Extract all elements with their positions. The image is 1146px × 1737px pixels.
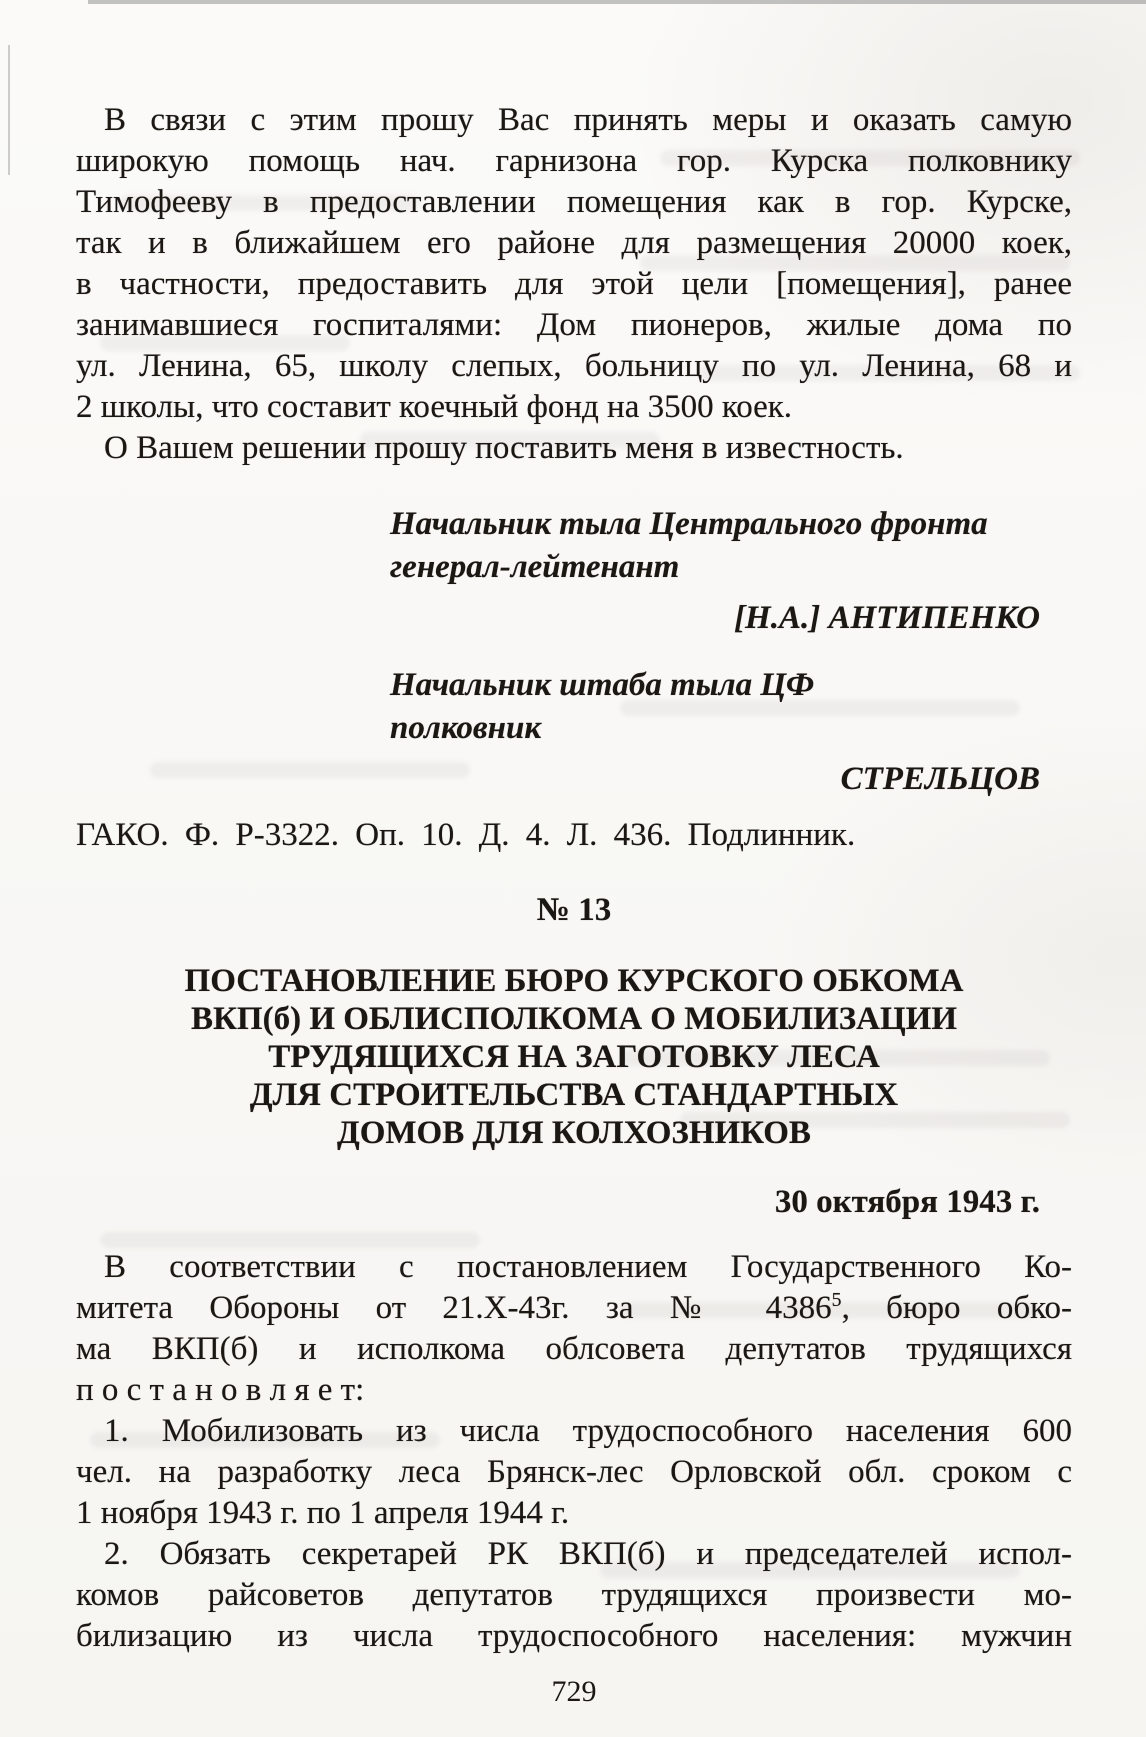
letter-line: В связи с этим прошу Вас принять меры и оказать самую bbox=[104, 102, 1072, 138]
decree-line-text: митета Обороны от 21.Х-43г. за № 4386 bbox=[76, 1290, 832, 1326]
signature-rank: полковник bbox=[390, 710, 542, 746]
decree-title bbox=[76, 962, 1072, 1152]
page-number: 729 bbox=[551, 1675, 597, 1708]
footnote-marker: 5 bbox=[831, 1289, 842, 1311]
decree-title-line: ВКП(б) И ОБЛИСПОЛКОМА О МОБИЛИЗАЦИИ bbox=[190, 1001, 958, 1037]
decree-line: В соответствии с постановлением Государственного Ко- bbox=[104, 1249, 1072, 1285]
decree-title-line: ТРУДЯЩИХСЯ НА ЗАГОТОВКУ ЛЕСА bbox=[268, 1039, 880, 1075]
signature-block-streltsov bbox=[390, 664, 1040, 801]
letter-line: занимавшиеся госпиталями: Дом пионеров, жилые дома по bbox=[76, 307, 1072, 343]
decree-line: 2. Обязать секретарей РК ВКП(б) и председателей испол- bbox=[104, 1536, 1072, 1572]
signature-name: СТРЕЛЬЦОВ bbox=[840, 761, 1040, 797]
decree-body bbox=[76, 1247, 1072, 1657]
decree-line: 1 ноября 1943 г. по 1 апреля 1944 г. bbox=[76, 1495, 570, 1531]
letter-line: широкую помощь нач. гарнизона гор. Курска полковнику bbox=[76, 143, 1072, 179]
decree-line: билизацию из числа трудоспособного населения: мужчин bbox=[76, 1618, 1072, 1654]
decree-line-text: , бюро обко- bbox=[841, 1290, 1072, 1326]
letter-line: так и в ближайшем его районе для размещения 20000 коек, bbox=[76, 225, 1072, 261]
decree-date: 30 октября 1943 г. bbox=[774, 1184, 1040, 1220]
decree-title-line: ДЛЯ СТРОИТЕЛЬСТВА СТАНДАРТНЫХ bbox=[249, 1077, 899, 1113]
signature-rank: генерал-лейтенант bbox=[390, 549, 680, 585]
letter-line: О Вашем решении прошу поставить меня в известность. bbox=[104, 430, 904, 466]
decree-line-with-footnote bbox=[76, 1288, 1072, 1329]
signature-name: [Н.А.] АНТИПЕНКО bbox=[734, 600, 1040, 636]
decree-line: комов райсоветов депутатов трудящихся произвести мо- bbox=[76, 1577, 1072, 1613]
archive-reference: ГАКО. Ф. Р-3322. Оп. 10. Д. 4. Л. 436. Подлинник. bbox=[76, 817, 856, 853]
decree-resolves-line: п о с т а н о в л я е т: bbox=[76, 1372, 365, 1408]
decree-title-line: ДОМОВ ДЛЯ КОЛХОЗНИКОВ bbox=[337, 1115, 811, 1151]
decree-line: чел. на разработку леса Брянск-лес Орловской обл. сроком с bbox=[76, 1454, 1072, 1490]
decree-line: ма ВКП(б) и исполкома облсовета депутатов трудящихся bbox=[76, 1331, 1072, 1367]
letter-line: ул. Ленина, 65, школу слепых, больницу по ул. Ленина, 68 и bbox=[76, 348, 1072, 384]
signature-position: Начальник штаба тыла ЦФ bbox=[390, 667, 815, 703]
letter-line: 2 школы, что составит коечный фонд на 3500 коек. bbox=[76, 389, 793, 425]
signature-block-antipenko bbox=[390, 503, 1040, 640]
signature-position: Начальник тыла Центрального фронта bbox=[390, 506, 988, 542]
letter-line: Тимофееву в предоставлении помещения как в гор. Курске, bbox=[76, 184, 1072, 220]
letter-line: в частности, предоставить для этой цели [помещения], ранее bbox=[76, 266, 1072, 302]
decree-line: 1. Мобилизовать из числа трудоспособного населения 600 bbox=[104, 1413, 1072, 1449]
document-number: № 13 bbox=[536, 892, 612, 928]
decree-title-line: ПОСТАНОВЛЕНИЕ БЮРО КУРСКОГО ОБКОМА bbox=[184, 963, 964, 999]
letter-closing-paragraphs bbox=[76, 100, 1072, 469]
